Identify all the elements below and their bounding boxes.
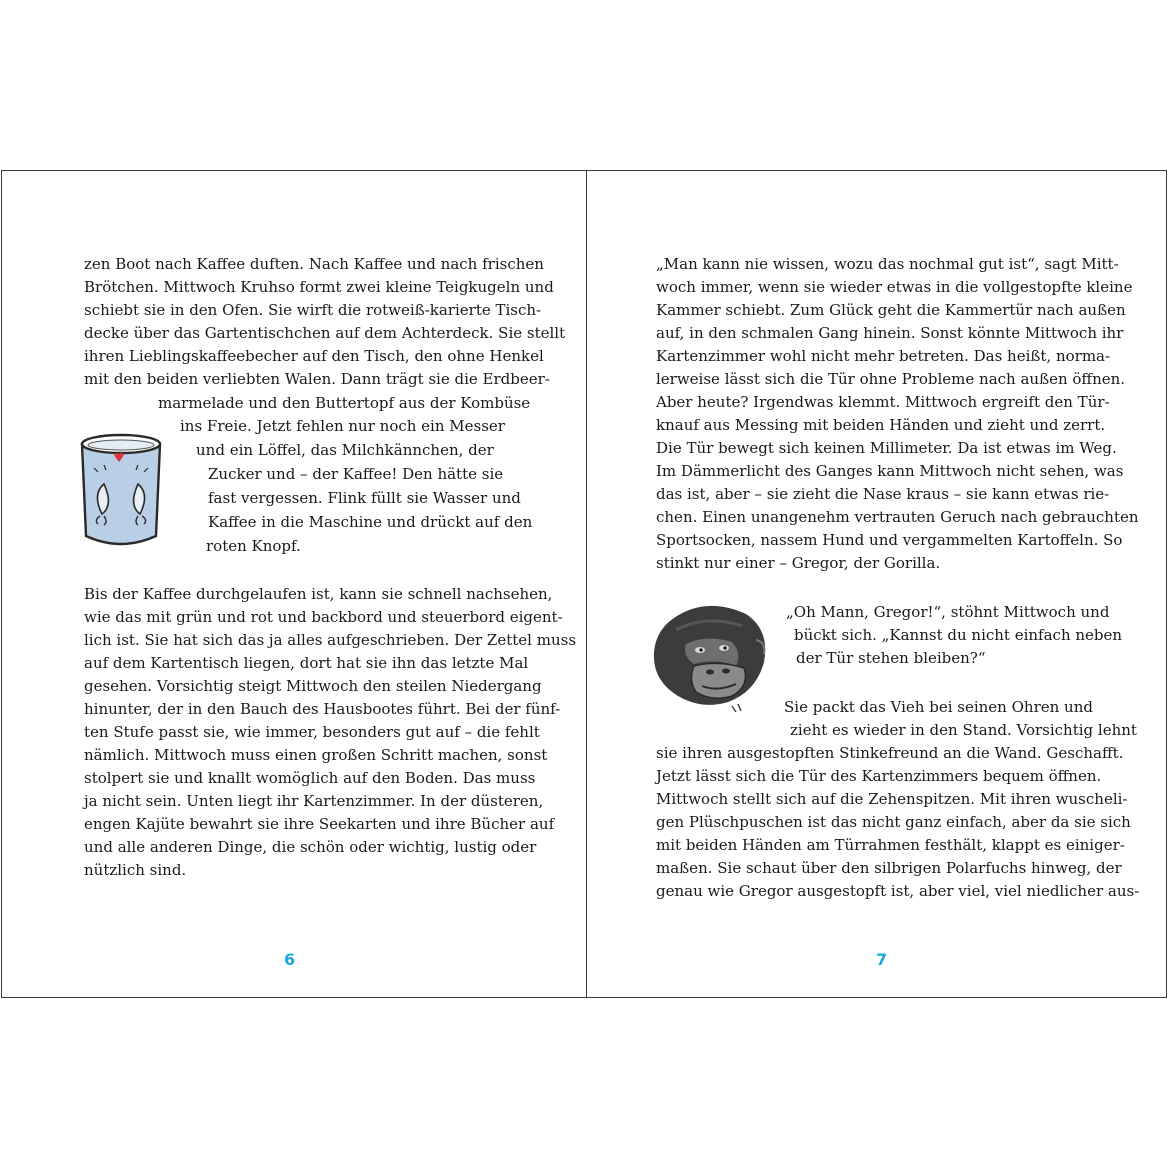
right-line: Jetzt lässt sich die Tür des Kartenzimmers bequem öffnen. — [656, 767, 1102, 785]
left-line: ins Freie. Jetzt fehlen nur noch ein Messer — [180, 417, 505, 435]
mug-icon — [76, 430, 166, 554]
left-line: schiebt sie in den Ofen. Sie wirft die rotweiß-karierte Tisch- — [84, 301, 542, 319]
right-line: lerweise lässt sich die Tür ohne Probleme nach außen öffnen. — [656, 370, 1126, 388]
right-line: sie ihren ausgestopften Stinkefreund an die Wand. Geschafft. — [656, 744, 1124, 762]
left-line: auf dem Kartentisch liegen, dort hat sie ihn das letzte Mal — [84, 654, 529, 672]
left-line: hinunter, der in den Bauch des Hausbootes führt. Bei der fünf- — [84, 700, 561, 718]
page-number-right: 7 — [876, 950, 888, 969]
left-line: Bis der Kaffee durchgelaufen ist, kann sie schnell nachsehen, — [84, 585, 553, 603]
left-line: zen Boot nach Kaffee duften. Nach Kaffee und nach frischen — [84, 255, 544, 273]
left-line: Kaffee in die Maschine und drückt auf den — [208, 513, 533, 531]
right-line: maßen. Sie schaut über den silbrigen Polarfuchs hinweg, der — [656, 859, 1122, 877]
left-line: mit den beiden verliebten Walen. Dann trägt sie die Erdbeer- — [84, 370, 550, 388]
left-line: ja nicht sein. Unten liegt ihr Kartenzimmer. In der düsteren, — [84, 792, 544, 810]
left-line: Zucker und – der Kaffee! Den hätte sie — [208, 465, 504, 483]
left-line: nämlich. Mittwoch muss einen großen Schritt machen, sonst — [84, 746, 548, 764]
right-line: Kartenzimmer wohl nicht mehr betreten. Das heißt, norma- — [656, 347, 1111, 365]
left-line: decke über das Gartentischchen auf dem Achterdeck. Sie stellt — [84, 324, 566, 342]
right-line: Sie packt das Vieh bei seinen Ohren und — [784, 698, 1093, 716]
right-line: bückt sich. „Kannst du nicht einfach neben — [794, 626, 1123, 644]
left-line: engen Kajüte bewahrt sie ihre Seekarten und ihre Bücher auf — [84, 815, 555, 833]
left-line: wie das mit grün und rot und backbord und steuerbord eigent- — [84, 608, 563, 626]
right-line: auf, in den schmalen Gang hinein. Sonst könnte Mittwoch ihr — [656, 324, 1124, 342]
left-line: stolpert sie und knallt womöglich auf den Boden. Das muss — [84, 769, 536, 787]
left-line: ten Stufe passt sie, wie immer, besonders gut auf – die fehlt — [84, 723, 540, 741]
right-line: genau wie Gregor ausgestopft ist, aber viel, viel niedlicher aus- — [656, 882, 1140, 900]
right-line: „Oh Mann, Gregor!“, stöhnt Mittwoch und — [786, 603, 1110, 621]
right-line: knauf aus Messing mit beiden Händen und zieht und zerrt. — [656, 416, 1106, 434]
left-line: Brötchen. Mittwoch Kruhso formt zwei kleine Teigkugeln und — [84, 278, 554, 296]
right-line: chen. Einen unangenehm vertrauten Geruch nach gebrauchten — [656, 508, 1139, 526]
left-line: und ein Löffel, das Milchkännchen, der — [196, 441, 494, 459]
right-line: woch immer, wenn sie wieder etwas in die vollgestopfte kleine — [656, 278, 1133, 296]
left-line: gesehen. Vorsichtig steigt Mittwoch den steilen Niedergang — [84, 677, 542, 695]
right-line: Aber heute? Irgendwas klemmt. Mittwoch ergreift den Tür- — [656, 393, 1110, 411]
left-line: ihren Lieblingskaffeebecher auf den Tisch, den ohne Henkel — [84, 347, 544, 365]
right-line: Sportsocken, nassem Hund und vergammelten Kartoffeln. So — [656, 531, 1123, 549]
right-line: gen Plüschpuschen ist das nicht ganz einfach, aber da sie sich — [656, 813, 1131, 831]
left-line: lich ist. Sie hat sich das ja alles aufgeschrieben. Der Zettel muss — [84, 631, 577, 649]
right-line: „Man kann nie wissen, wozu das nochmal gut ist“, sagt Mitt- — [656, 255, 1119, 273]
left-line: nützlich sind. — [84, 861, 187, 879]
left-line: marmelade und den Buttertopf aus der Kombüse — [158, 394, 531, 412]
left-line: fast vergessen. Flink füllt sie Wasser und — [208, 489, 521, 507]
right-line: Im Dämmerlicht des Ganges kann Mittwoch nicht sehen, was — [656, 462, 1124, 480]
right-line: stinkt nur einer – Gregor, der Gorilla. — [656, 554, 941, 572]
right-line: Kammer schiebt. Zum Glück geht die Kammertür nach außen — [656, 301, 1126, 319]
page-number-left: 6 — [284, 950, 296, 969]
right-line: Die Tür bewegt sich keinen Millimeter. Da ist etwas im Weg. — [656, 439, 1117, 457]
right-line: das ist, aber – sie zieht die Nase kraus – sie kann etwas rie- — [656, 485, 1110, 503]
right-line: mit beiden Händen am Türrahmen festhält, klappt es einiger- — [656, 836, 1125, 854]
left-line: roten Knopf. — [206, 537, 301, 555]
right-line: der Tür stehen bleiben?“ — [796, 649, 986, 667]
page-gutter — [586, 171, 587, 997]
right-line: Mittwoch stellt sich auf die Zehenspitzen. Mit ihren wuscheli- — [656, 790, 1128, 808]
right-line: zieht es wieder in den Stand. Vorsichtig lehnt — [790, 721, 1137, 739]
left-line: und alle anderen Dinge, die schön oder wichtig, lustig oder — [84, 838, 537, 856]
gorilla-icon — [646, 600, 778, 712]
